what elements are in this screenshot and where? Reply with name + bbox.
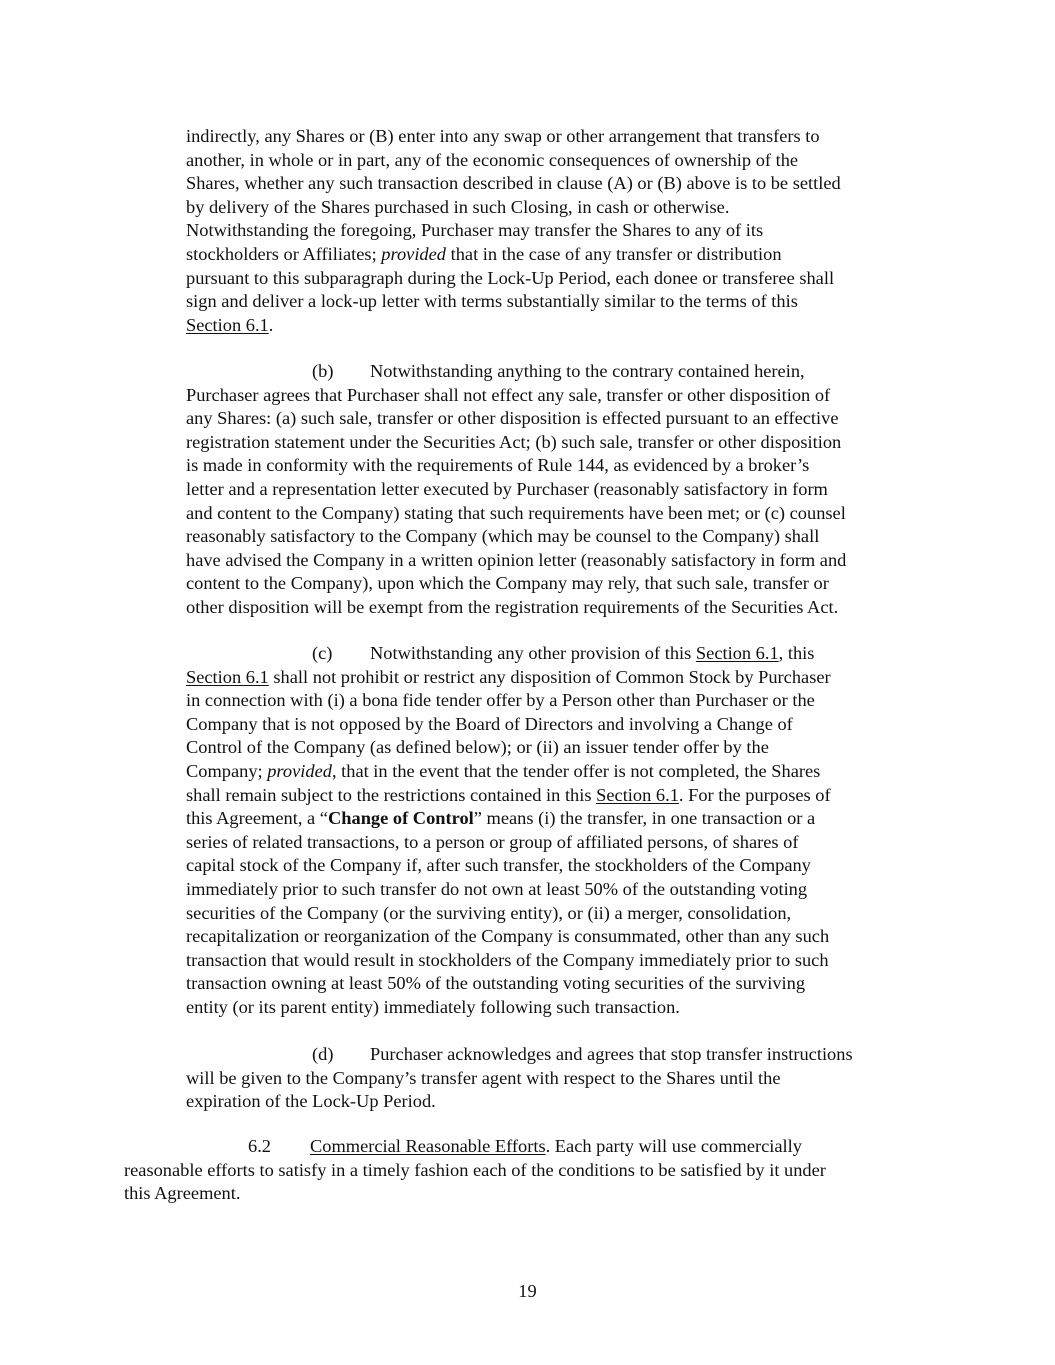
text-line: by delivery of the Shares purchased in such Closing, in cash or otherwise. (186, 196, 730, 217)
text-line: pursuant to this subparagraph during the Lock-Up Period, each donee or transferee shall (186, 267, 835, 288)
text-run: that in the case of any transfer or distribution (450, 243, 782, 264)
text-run: . Each party will use commercially (545, 1136, 802, 1156)
text-line (186, 642, 831, 666)
text-line: Company that is not opposed by the Board of Directors and involving a Change of (186, 713, 793, 734)
text-line: another, in whole or in part, any of the economic consequences of ownership of the (186, 149, 799, 170)
text-run: this Agreement, a “ (186, 808, 328, 829)
text-line: content to the Company), upon which the Company may rely, that such sale, transfer or (186, 573, 829, 594)
paragraph-b (186, 360, 846, 620)
text-line: Control of the Company (as defined below); or (ii) an issuer tender offer by the (186, 737, 769, 758)
paragraph-label: (b) (312, 361, 334, 381)
text-run: shall remain subject to the restrictions contained in this (186, 784, 592, 805)
text-line (124, 1135, 826, 1159)
page-number: 19 (518, 1281, 537, 1301)
text-line: in connection with (i) a bona fide tender offer by a Person other than Purchaser or the (186, 690, 815, 711)
text-run: Notwithstanding any other provision of this (370, 643, 692, 663)
text-line (186, 784, 831, 808)
text-line: this Agreement. (124, 1183, 241, 1204)
text-run: , that in the event that the tender offer is not completed, the Shares (331, 760, 821, 781)
text-run: . (268, 314, 274, 335)
section-reference: Section 6.1 (596, 784, 679, 805)
text-line: Notwithstanding the foregoing, Purchaser may transfer the Shares to any of its (186, 220, 764, 241)
text-run: stockholders or Affiliates; (186, 243, 377, 264)
text-run: . For the purposes of (678, 784, 831, 805)
text-line: sign and deliver a lock-up letter with terms substantially similar to the terms of this (186, 291, 798, 312)
text-line: series of related transactions, to a person or group of affiliated persons, of shares of (186, 831, 799, 852)
text-line: expiration of the Lock-Up Period. (186, 1091, 436, 1112)
section-6-2 (124, 1135, 826, 1206)
text-line: other disposition will be exempt from the registration requirements of the Securities Act. (186, 596, 839, 617)
text-run: Company; (186, 760, 263, 781)
text-line: recapitalization or reorganization of the Company is consummated, other than any such (186, 926, 830, 947)
text-line (186, 666, 831, 690)
provided-term: provided (381, 243, 446, 264)
text-line: reasonably satisfactory to the Company (which may be counsel to the Company) shall (186, 526, 820, 547)
text-line: Purchaser agrees that Purchaser shall not effect any sale, transfer or other disposition of (186, 384, 831, 405)
text-line: have advised the Company in a written opinion letter (reasonably satisfactory in form and (186, 549, 847, 570)
text-line (186, 807, 831, 831)
provided-term: provided (267, 760, 332, 781)
text-run: Purchaser acknowledges and agrees that stop transfer instructions (370, 1044, 853, 1064)
text-line (186, 1043, 853, 1067)
text-line: will be given to the Company’s transfer agent with respect to the Shares until the (186, 1067, 781, 1088)
text-run: Notwithstanding anything to the contrary contained herein, (370, 361, 805, 381)
text-line (186, 314, 841, 338)
text-line: transaction that would result in stockholders of the Company immediately prior to such (186, 949, 829, 970)
text-line: entity (or its parent entity) immediately following such transaction. (186, 996, 680, 1017)
section-reference: Section 6.1 (186, 666, 269, 687)
text-line: immediately prior to such transfer do not own at least 50% of the outstanding voting (186, 878, 808, 899)
text-line (186, 360, 846, 384)
paragraph-label: (c) (312, 643, 333, 663)
text-line: securities of the Company (or the surviving entity), or (ii) a merger, consolidation, (186, 902, 792, 923)
continued-paragraph (186, 125, 841, 337)
text-line (186, 243, 841, 267)
text-line: registration statement under the Securities Act; (b) such sale, transfer or other disposition (186, 431, 842, 452)
text-line: indirectly, any Shares or (B) enter into any swap or other arrangement that transfers to (186, 126, 820, 146)
text-line: transaction owning at least 50% of the outstanding voting securities of the surviving (186, 973, 806, 994)
paragraph-label: (d) (312, 1044, 334, 1064)
section-reference: Section 6.1 (186, 314, 269, 335)
text-line: capital stock of the Company if, after such transfer, the stockholders of the Company (186, 855, 811, 876)
section-number: 6.2 (248, 1136, 271, 1156)
text-run: , this (778, 643, 815, 663)
text-line: reasonable efforts to satisfy in a timely fashion each of the conditions to be satisfied by it under (124, 1159, 826, 1180)
section-heading: Commercial Reasonable Efforts (310, 1136, 546, 1156)
text-line (186, 760, 831, 784)
text-line: letter and a representation letter executed by Purchaser (reasonably satisfactory in form (186, 478, 828, 499)
paragraph-d (186, 1043, 853, 1114)
text-line: is made in conformity with the requirements of Rule 144, as evidenced by a broker’s (186, 455, 810, 476)
defined-term: Change of Control (327, 808, 474, 829)
text-line: Shares, whether any such transaction described in clause (A) or (B) above is to be settled (186, 173, 841, 194)
text-line: any Shares: (a) such sale, transfer or other disposition is effected pursuant to an effective (186, 408, 839, 429)
text-run: ” means (i) the transfer, in one transaction or a (473, 808, 816, 829)
paragraph-c (186, 642, 831, 1020)
text-line: and content to the Company) stating that such requirements have been met; or (c) counsel (186, 502, 846, 523)
section-reference: Section 6.1 (695, 643, 779, 663)
text-run: shall not prohibit or restrict any disposition of Common Stock by Purchaser (273, 666, 831, 687)
